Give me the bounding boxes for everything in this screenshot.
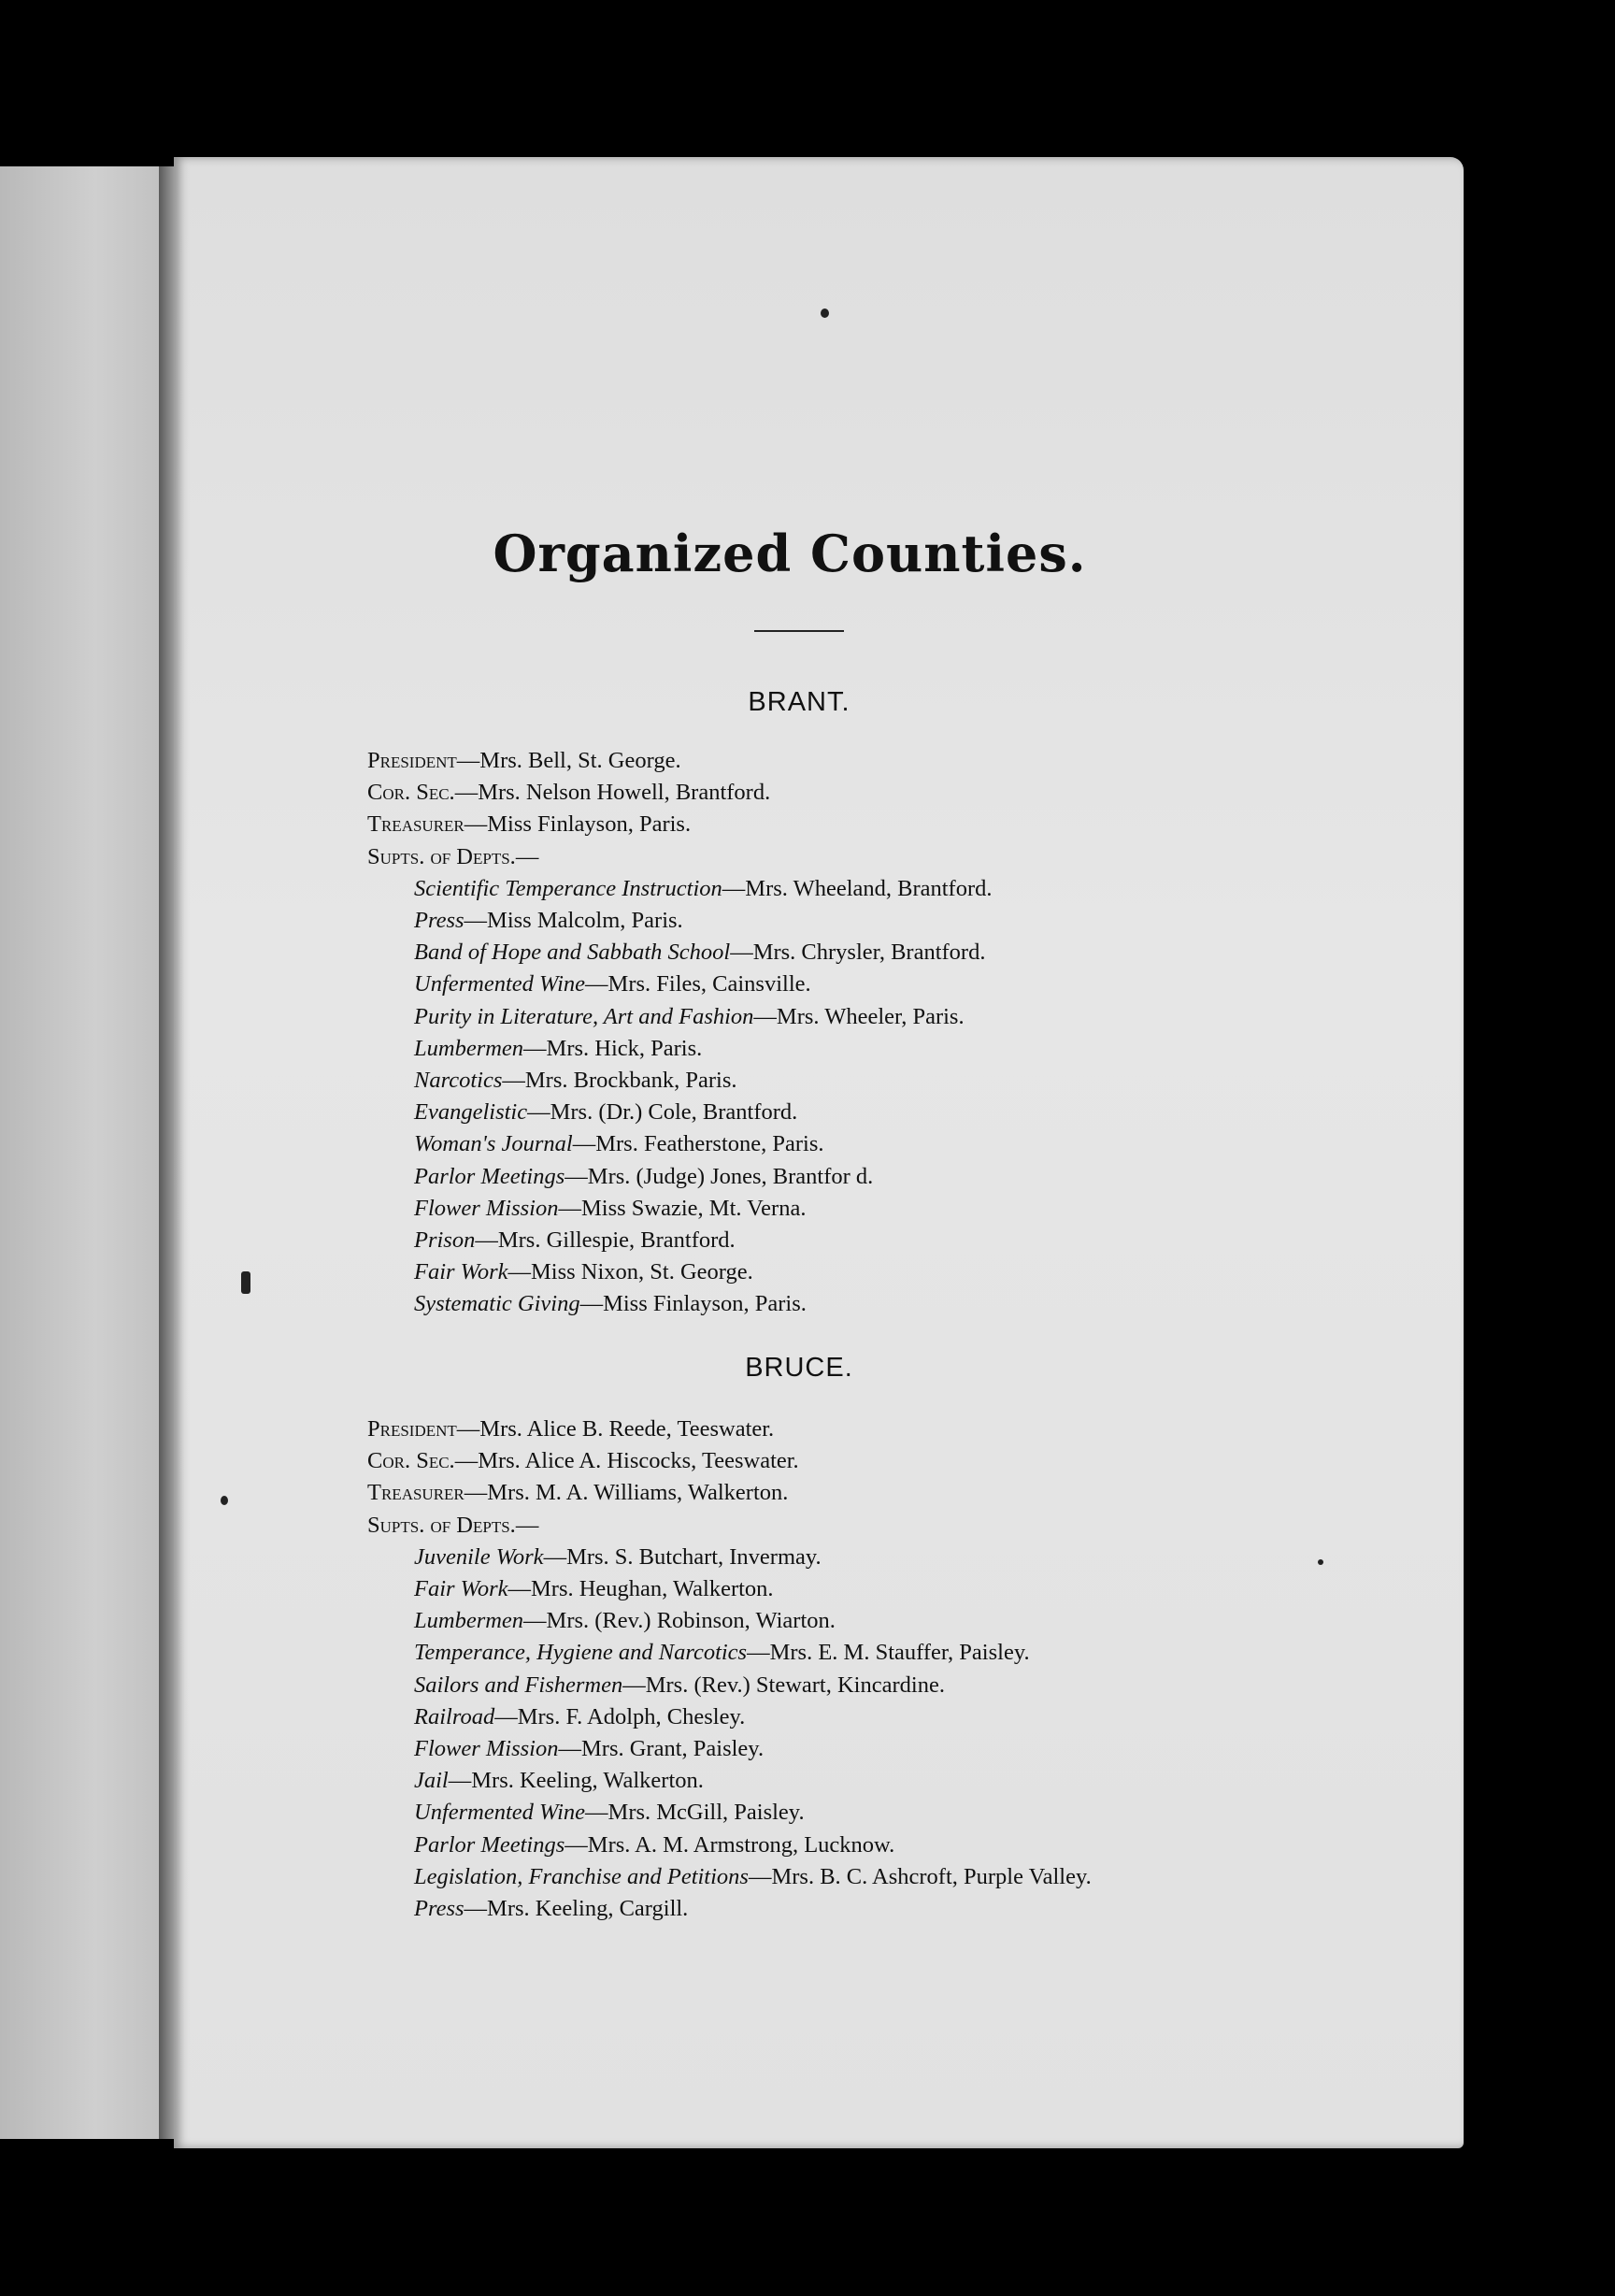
supts-label: Supts. of Depts. xyxy=(367,1512,516,1538)
department-line: Unfermented Wine—Mrs. McGill, Paisley. xyxy=(414,1800,805,1826)
department-line: Unfermented Wine—Mrs. Files, Cainsville. xyxy=(414,971,811,997)
department-name: Unfermented Wine xyxy=(414,1800,586,1826)
department-line: Temperance, Hygiene and Narcotics—Mrs. E. M. Stauffer, Paisley. xyxy=(414,1640,1030,1666)
department-name: Systematic Giving xyxy=(414,1291,580,1317)
officer-line: Cor. Sec.—Mrs. Alice A. Hiscocks, Teeswater. xyxy=(367,1448,799,1474)
department-line: Juvenile Work—Mrs. S. Butchart, Invermay. xyxy=(414,1543,822,1570)
department-holder: Mrs. Brockbank, Paris. xyxy=(524,1068,737,1094)
department-name: Unfermented Wine xyxy=(414,971,586,997)
department-name: Lumbermen xyxy=(414,1035,524,1061)
department-holder: Mrs. Chrysler, Brantford. xyxy=(752,940,986,966)
officer-line: President—Mrs. Bell, St. George. xyxy=(367,748,681,773)
department-name: Scientific Temperance Instruction xyxy=(414,875,722,901)
department-holder: Mrs. Files, Cainsville. xyxy=(607,971,811,997)
department-line: Systematic Giving—Miss Finlayson, Paris. xyxy=(414,1291,807,1317)
department-line: Evangelistic—Mrs. (Dr.) Cole, Brantford. xyxy=(414,1099,798,1126)
department-holder: Mrs. S. Butchart, Invermay. xyxy=(566,1543,822,1570)
department-line: Scientific Temperance Instruction—Mrs. Wheeland, Brantford. xyxy=(414,875,993,901)
department-holder: Mrs. Wheeler, Paris. xyxy=(776,1003,965,1029)
department-name: Fair Work xyxy=(414,1576,508,1602)
department-holder: Miss Swazie, Mt. Verna. xyxy=(581,1195,807,1221)
department-name: Flower Mission xyxy=(414,1736,559,1762)
department-name: Purity in Literature, Art and Fashion xyxy=(414,1003,754,1029)
department-line: Band of Hope and Sabbath School—Mrs. Chrysler, Brantford. xyxy=(414,940,986,966)
officer-line: Treasurer—Mrs. M. A. Williams, Walkerton. xyxy=(367,1480,789,1506)
department-name: Narcotics xyxy=(414,1068,503,1094)
department-holder: Mrs. Hick, Paris. xyxy=(546,1035,703,1061)
county-officer-list-brant xyxy=(367,745,993,1321)
department-holder: Mrs. (Rev.) Stewart, Kincardine. xyxy=(645,1672,945,1698)
department-line: Fair Work—Mrs. Heughan, Walkerton. xyxy=(414,1576,774,1602)
officer-holder: Mrs. M. A. Williams, Walkerton. xyxy=(487,1480,789,1506)
officer-line: President—Mrs. Alice B. Reede, Teeswater. xyxy=(367,1416,775,1442)
title-rule xyxy=(754,630,844,632)
department-holder: Miss Finlayson, Paris. xyxy=(603,1291,807,1317)
department-line: Legislation, Franchise and Petitions—Mrs. B. C. Ashcroft, Purple Valley. xyxy=(414,1863,1092,1889)
ink-speck xyxy=(821,309,829,318)
officer-role: President xyxy=(367,748,457,773)
department-holder: Miss Malcolm, Paris. xyxy=(487,908,683,934)
department-line: Lumbermen—Mrs. Hick, Paris. xyxy=(414,1035,703,1061)
officer-holder: Mrs. Nelson Howell, Brantford. xyxy=(478,780,771,806)
department-holder: Mrs. (Dr.) Cole, Brantford. xyxy=(550,1099,798,1126)
facing-page xyxy=(0,166,159,2139)
department-holder: Mrs. B. C. Ashcroft, Purple Valley. xyxy=(771,1863,1092,1889)
department-name: Railroad xyxy=(414,1703,495,1729)
department-line: Flower Mission—Miss Swazie, Mt. Verna. xyxy=(414,1195,807,1221)
department-holder: Mrs. Featherstone, Paris. xyxy=(595,1131,824,1157)
department-name: Press xyxy=(414,1896,464,1922)
department-line: Sailors and Fishermen—Mrs. (Rev.) Stewart, Kincardine. xyxy=(414,1672,945,1698)
county-officer-list-bruce xyxy=(367,1413,1092,1925)
department-line: Parlor Meetings—Mrs. (Judge) Jones, Brantfor d. xyxy=(414,1163,874,1189)
officer-holder: Miss Finlayson, Paris. xyxy=(487,811,692,838)
officer-line: Cor. Sec.—Mrs. Nelson Howell, Brantford. xyxy=(367,780,771,806)
department-name: Evangelistic xyxy=(414,1099,528,1126)
department-line: Parlor Meetings—Mrs. A. M. Armstrong, Lucknow. xyxy=(414,1831,895,1858)
officer-role: Cor. Sec. xyxy=(367,1448,455,1474)
supts-label: Supts. of Depts. xyxy=(367,843,516,869)
county-heading-brant: BRANT. xyxy=(748,687,850,717)
department-holder: Mrs. (Judge) Jones, Brantfor d. xyxy=(587,1163,874,1189)
department-name: Parlor Meetings xyxy=(414,1831,565,1858)
book-gutter xyxy=(159,166,174,2139)
officer-role: Treasurer xyxy=(367,1480,464,1506)
department-line: Lumbermen—Mrs. (Rev.) Robinson, Wiarton. xyxy=(414,1608,836,1634)
department-holder: Mrs. McGill, Paisley. xyxy=(607,1800,805,1826)
department-holder: Mrs. Gillespie, Brantford. xyxy=(497,1227,736,1254)
department-name: Flower Mission xyxy=(414,1195,559,1221)
department-holder: Miss Nixon, St. George. xyxy=(531,1259,753,1285)
department-line: Fair Work—Miss Nixon, St. George. xyxy=(414,1259,753,1285)
ink-speck xyxy=(221,1496,228,1505)
supts-label-line: Supts. of Depts.— xyxy=(367,1512,539,1538)
department-line: Purity in Literature, Art and Fashion—Mrs. Wheeler, Paris. xyxy=(414,1003,965,1029)
department-line: Press—Mrs. Keeling, Cargill. xyxy=(414,1896,689,1922)
department-holder: Mrs. Wheeland, Brantford. xyxy=(745,875,993,901)
department-line: Flower Mission—Mrs. Grant, Paisley. xyxy=(414,1736,765,1762)
department-holder: Mrs. (Rev.) Robinson, Wiarton. xyxy=(546,1608,836,1634)
supts-label-line: Supts. of Depts.— xyxy=(367,843,539,869)
officer-holder: Mrs. Bell, St. George. xyxy=(479,748,681,773)
officer-role: President xyxy=(367,1416,457,1442)
department-name: Sailors and Fishermen xyxy=(414,1672,623,1698)
page-title: Organized Counties. xyxy=(493,524,1087,583)
ink-speck xyxy=(1318,1559,1323,1565)
department-holder: Mrs. E. M. Stauffer, Paisley. xyxy=(769,1640,1030,1666)
officer-holder: Mrs. Alice A. Hiscocks, Teeswater. xyxy=(478,1448,799,1474)
officer-role: Treasurer xyxy=(367,811,464,838)
department-name: Lumbermen xyxy=(414,1608,524,1634)
officer-line: Treasurer—Miss Finlayson, Paris. xyxy=(367,811,692,838)
department-line: Press—Miss Malcolm, Paris. xyxy=(414,908,683,934)
department-name: Legislation, Franchise and Petitions xyxy=(414,1863,749,1889)
department-holder: Mrs. Keeling, Walkerton. xyxy=(471,1768,704,1794)
department-holder: Mrs. F. Adolph, Chesley. xyxy=(517,1703,746,1729)
department-holder: Mrs. A. M. Armstrong, Lucknow. xyxy=(587,1831,895,1858)
county-heading-bruce: BRUCE. xyxy=(745,1353,853,1383)
department-holder: Mrs. Heughan, Walkerton. xyxy=(531,1576,774,1602)
department-line: Woman's Journal—Mrs. Featherstone, Paris. xyxy=(414,1131,824,1157)
ink-speck xyxy=(241,1271,250,1294)
officer-role: Cor. Sec. xyxy=(367,780,455,806)
department-name: Parlor Meetings xyxy=(414,1163,565,1189)
officer-holder: Mrs. Alice B. Reede, Teeswater. xyxy=(479,1416,775,1442)
department-name: Band of Hope and Sabbath School xyxy=(414,940,731,966)
department-line: Railroad—Mrs. F. Adolph, Chesley. xyxy=(414,1703,746,1729)
department-name: Prison xyxy=(414,1227,476,1254)
department-name: Press xyxy=(414,908,464,934)
department-name: Jail xyxy=(414,1768,449,1794)
department-name: Juvenile Work xyxy=(414,1543,544,1570)
department-holder: Mrs. Keeling, Cargill. xyxy=(487,1896,689,1922)
department-name: Temperance, Hygiene and Narcotics xyxy=(414,1640,748,1666)
department-name: Woman's Journal xyxy=(414,1131,573,1157)
department-name: Fair Work xyxy=(414,1259,508,1285)
department-line: Narcotics—Mrs. Brockbank, Paris. xyxy=(414,1068,737,1094)
department-line: Jail—Mrs. Keeling, Walkerton. xyxy=(414,1768,704,1794)
department-line: Prison—Mrs. Gillespie, Brantford. xyxy=(414,1227,736,1254)
department-holder: Mrs. Grant, Paisley. xyxy=(581,1736,765,1762)
